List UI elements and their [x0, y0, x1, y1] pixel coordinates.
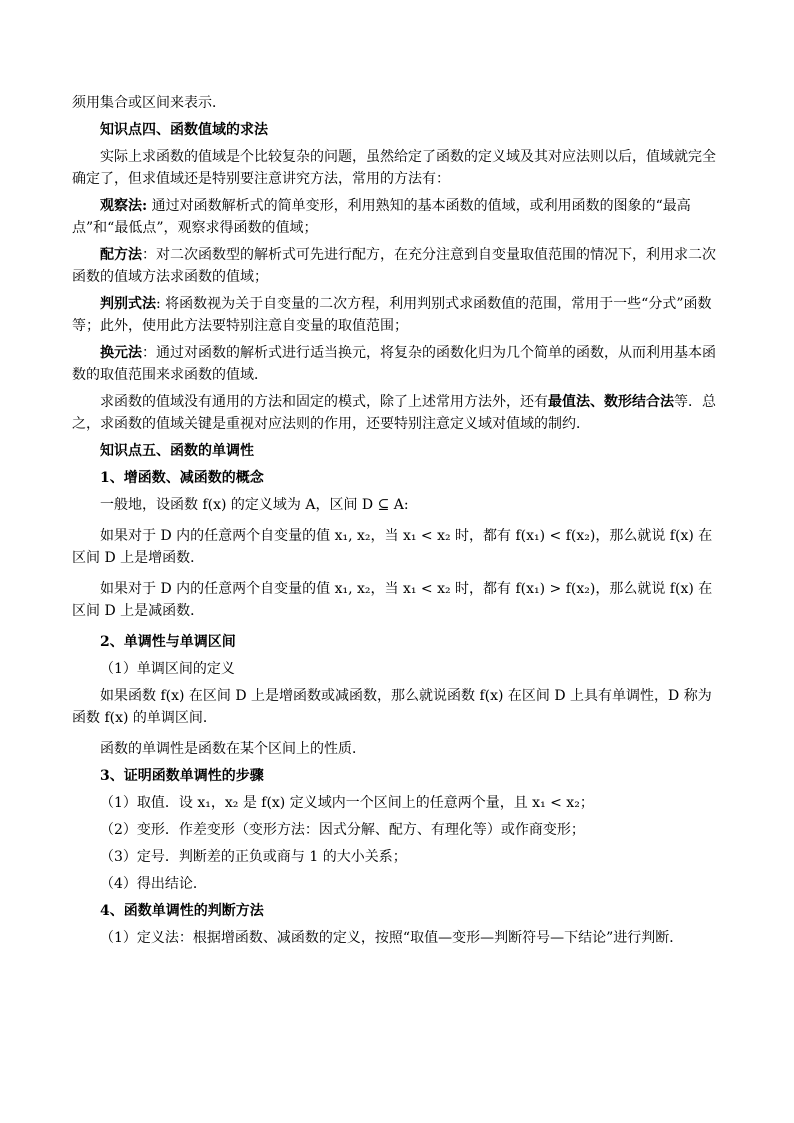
step-line: （2）变形．作差变形（变形方法：因式分解、配方、有理化等）或作商变形；: [100, 822, 585, 838]
paragraph-summary: [72, 391, 722, 435]
section-heading-5: 知识点五、函数的单调性: [100, 443, 254, 459]
step-line: （4）得出结论．: [100, 876, 207, 892]
method-title: 判别式法: [100, 296, 156, 312]
method-title: 换元法: [100, 345, 142, 361]
text-line: 须用集合或区间来表示．: [72, 95, 226, 111]
method-text: 通过对函数解析式的简单变形，利用熟知的基本函数的值域，或利用函数的图象的“最高点”和“最低点”，观察求得函数的值域；: [72, 198, 691, 236]
method-title: 配方法: [100, 247, 142, 263]
item-line: （1）单调区间的定义: [100, 661, 235, 677]
step-line: （1）取值．设 x₁，x₂ 是 f(x) 定义域内一个区间上的任意两个量，且 x₁ < x₂；: [100, 795, 594, 811]
subsection-heading: 2、单调性与单调区间: [100, 634, 236, 650]
bold-term: 数形结合法: [604, 394, 674, 410]
paragraph-intro: 实际上求函数的值域是个比较复杂的问题，虽然给定了函数的定义域及其对应法则以后，值域就完全确定了，但求值域还是特别要注意讲究方法，常用的方法有：: [72, 149, 716, 187]
method-text: ：通过对函数的解析式进行适当换元，将复杂的函数化归为几个简单的函数，从而利用基本函数的取值范围来求函数的值域．: [72, 345, 716, 383]
method-discriminant: [72, 293, 722, 337]
increasing-definition: 如果对于 D 内的任意两个自变量的值 x₁, x₂，当 x₁ < x₂ 时，都有 f(x₁) < f(x₂)，那么就说 f(x) 在区间 D 上是增函数．: [72, 528, 713, 566]
method-text: ：对二次函数型的解析式可先进行配方，在充分注意到自变量取值范围的情况下，利用求二次函数的值域方法求函数的值域；: [72, 247, 716, 285]
summary-text: 等．总之，求函数的值域关键是重视对应法则的作用，还要特别注意定义域对值域的制约．: [72, 394, 716, 432]
subsection-heading: 1、增函数、减函数的概念: [100, 470, 264, 486]
definition-line: 一般地，设函数 f(x) 的定义域为 A，区间 D ⊆ A:: [100, 497, 409, 513]
document-page: [72, 92, 722, 954]
method-text: : 将函数视为关于自变量的二次方程，利用判别式求函数值的范围，常用于一些“分式”函数等；此外，使用此方法要特别注意自变量的取值范围；: [72, 296, 712, 334]
section-heading-4: 知识点四、函数值域的求法: [100, 122, 268, 138]
subsection-heading: 4、函数单调性的判断方法: [100, 903, 264, 919]
bold-punct: 、: [590, 394, 604, 410]
method-completing-square: [72, 244, 722, 288]
summary-text: 求函数的值域没有通用的方法和固定的模式，除了上述常用方法外，还有: [100, 394, 548, 410]
subsection-heading: 3、证明函数单调性的步骤: [100, 768, 264, 784]
monotonic-interval-definition: 如果函数 f(x) 在区间 D 上是增函数或减函数，那么就说函数 f(x) 在区间 D 上具有单调性，D 称为函数 f(x) 的单调区间．: [72, 688, 712, 726]
property-line: 函数的单调性是函数在某个区间上的性质．: [100, 741, 366, 757]
method-title: 观察法:: [100, 198, 148, 214]
judgment-line: （1）定义法：根据增函数、减函数的定义，按照“取值—变形—判断符号—下结论”进行判断．: [100, 930, 684, 946]
decreasing-definition: 如果对于 D 内的任意两个自变量的值 x₁, x₂，当 x₁ < x₂ 时，都有 f(x₁) > f(x₂)，那么就说 f(x) 在区间 D 上是减函数．: [72, 581, 713, 619]
method-observation: [72, 195, 722, 239]
method-substitution: [72, 342, 722, 386]
step-line: （3）定号．判断差的正负或商与 1 的大小关系；: [100, 849, 407, 865]
bold-term: 最值法: [548, 394, 590, 410]
